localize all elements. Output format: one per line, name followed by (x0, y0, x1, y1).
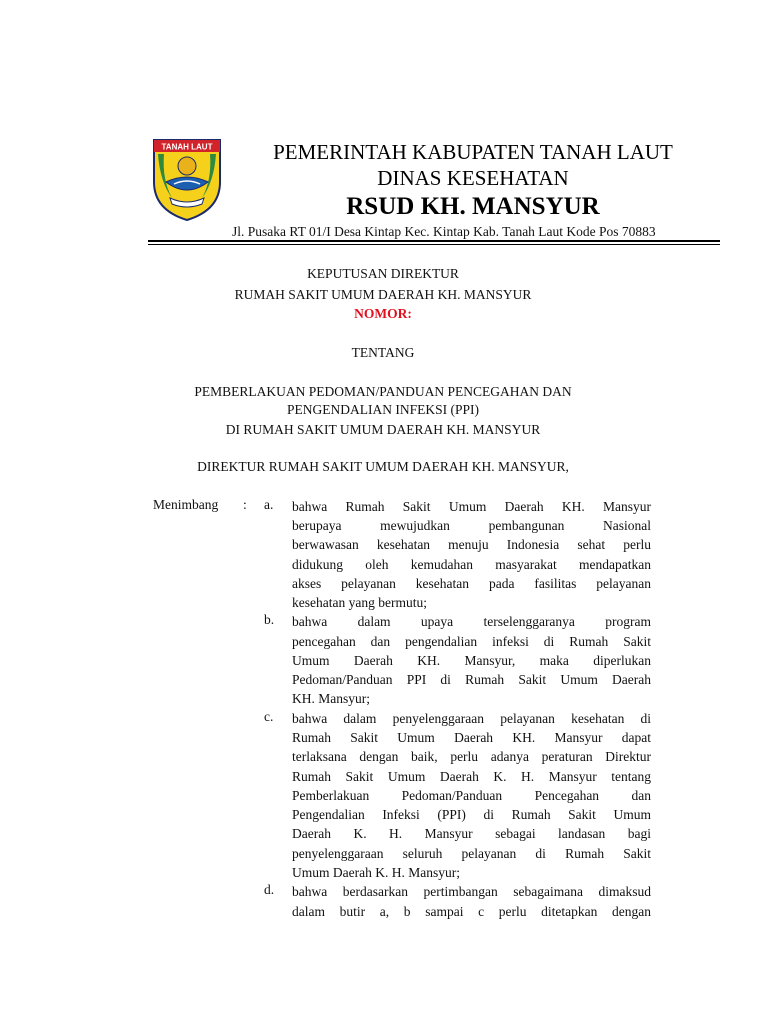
decree-director: DIREKTUR RUMAH SAKIT UMUM DAERAH KH. MANSYUR, (197, 459, 569, 474)
item-d-line: dalam butir a, b sampai c perlu ditetapkan dengan (292, 904, 651, 919)
header-divider-thin (148, 244, 720, 245)
item-c-line: terlaksana dengan baik, perlu adanya peraturan Direktur (292, 749, 651, 764)
item-a-line: berupaya mewujudkan pembangunan Nasional (292, 518, 651, 533)
header-address: Jl. Pusaka RT 01/I Desa Kintap Kec. Kintap Kab. Tanah Laut Kode Pos 70883 (232, 224, 656, 239)
header-department-name: DINAS KESEHATAN (377, 166, 569, 190)
item-d-marker: d. (264, 882, 275, 897)
item-c-line: Pengendalian Infeksi (PPI) di Rumah Sakit Umum (292, 807, 651, 822)
item-c-line: Daerah K. H. Mansyur sebagai landasan bagi (292, 826, 651, 841)
header-divider-thick (148, 240, 720, 242)
item-a-marker: a. (264, 497, 274, 512)
decree-issuer: RUMAH SAKIT UMUM DAERAH KH. MANSYUR (234, 287, 532, 302)
item-c-line: Rumah Sakit Umum Daerah KH. Mansyur dapat (292, 730, 651, 745)
decree-number: NOMOR: (354, 306, 412, 321)
item-c-line: Rumah Sakit Umum Daerah K. H. Mansyur tentang (292, 769, 651, 784)
decree-subject-line-1: PEMBERLAKUAN PEDOMAN/PANDUAN PENCEGAHAN DAN (194, 384, 572, 399)
item-c-line: Umum Daerah K. H. Mansyur; (292, 865, 460, 880)
item-c-marker: c. (264, 709, 274, 724)
item-b-line: bahwa dalam upaya terselenggaranya program (292, 614, 651, 629)
item-d-line: bahwa berdasarkan pertimbangan sebagaimana dimaksud (292, 884, 651, 899)
decree-title: KEPUTUSAN DIREKTUR (307, 266, 459, 281)
decree-tentang: TENTANG (351, 345, 415, 360)
item-b-line: KH. Mansyur; (292, 691, 370, 706)
menimbang-colon: : (243, 497, 247, 512)
item-b-line: Umum Daerah KH. Mansyur, maka diperlukan (292, 653, 651, 668)
item-a-line: bahwa Rumah Sakit Umum Daerah KH. Mansyur (292, 499, 651, 514)
item-a-line: didukung oleh kemudahan masyarakat mendapatkan (292, 557, 651, 572)
item-b-line: pencegahan dan pengendalian infeksi di Rumah Sakit (292, 634, 651, 649)
tanah-laut-coat-of-arms-logo (150, 136, 224, 222)
item-a-line: kesehatan yang bermutu; (292, 595, 427, 610)
header-government-name: PEMERINTAH KABUPATEN TANAH LAUT (273, 140, 673, 164)
menimbang-label: Menimbang (153, 497, 219, 512)
item-b-marker: b. (264, 612, 275, 627)
header-hospital-name: RSUD KH. MANSYUR (346, 193, 600, 220)
decree-subject-line-2: PENGENDALIAN INFEKSI (PPI) (287, 402, 479, 417)
item-a-line: berwawasan kesehatan menuju Indonesia sehat perlu (292, 537, 651, 552)
item-b-line: Pedoman/Panduan PPI di Rumah Sakit Umum Daerah (292, 672, 651, 687)
item-a-line: akses pelayanan kesehatan pada fasilitas pelayanan (292, 576, 651, 591)
item-c-line: bahwa dalam penyelenggaraan pelayanan kesehatan di (292, 711, 651, 726)
item-c-line: Pemberlakuan Pedoman/Panduan Pencegahan dan (292, 788, 651, 803)
decree-subject-line-3: DI RUMAH SAKIT UMUM DAERAH KH. MANSYUR (225, 422, 541, 437)
logo-label: TANAH LAUT (161, 142, 213, 152)
item-c-line: penyelenggaraan seluruh pelayanan di Rumah Sakit (292, 846, 651, 861)
